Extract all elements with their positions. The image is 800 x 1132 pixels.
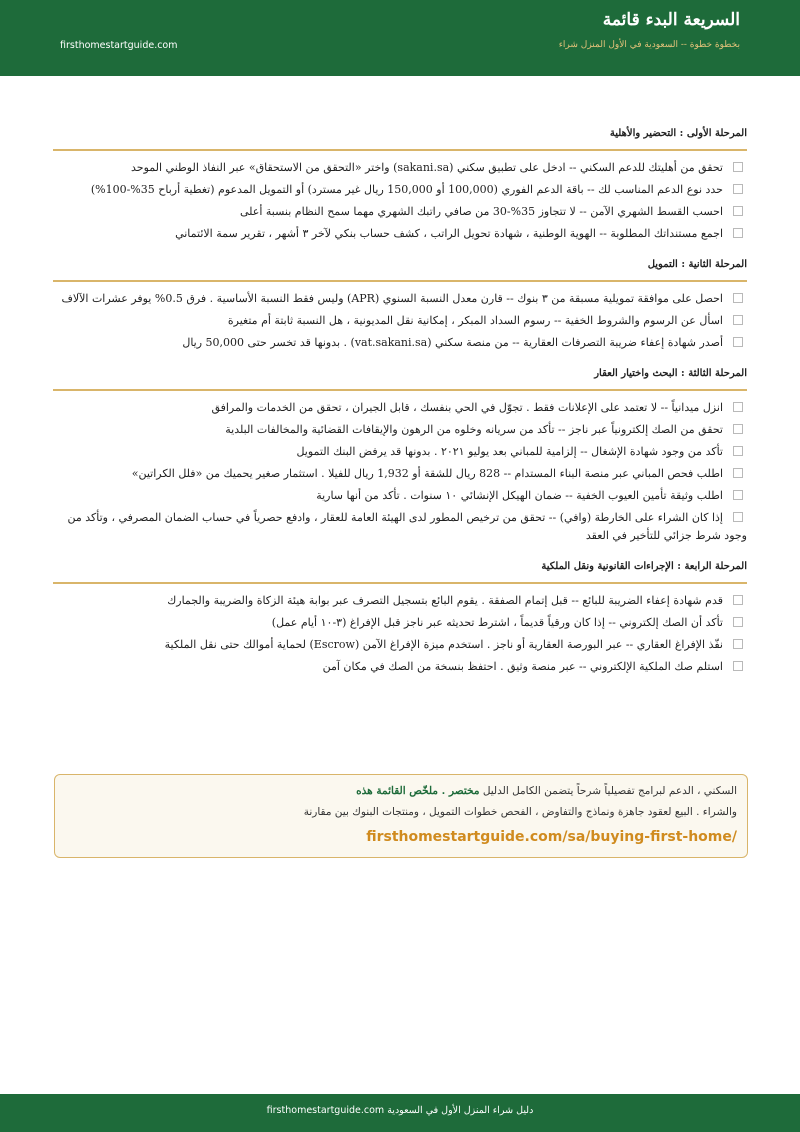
phase-checklist [53,399,747,545]
checklist-item [53,592,747,610]
phase-divider [53,149,747,151]
checklist-item [53,509,747,545]
phase-section [53,368,747,545]
page-header [0,0,800,76]
checkbox-icon[interactable] [733,162,743,172]
checklist-item-text: اطلب وثيقة تأمين العيوب الخفية -- ضمان الهيكل الإنشائي ١٠ سنوات . تأكد من أنها سارية [316,489,723,502]
checklist-item-text: اجمع مستنداتك المطلوبة -- الهوية الوطنية ، شهادة تحويل الراتب ، كشف حساب بنكي لآخر ٣ أشهر ، تقرير سمة الائتماني [175,227,723,240]
checklist-item-text: إذا كان الشراء على الخارطة (وافي) -- تحقق من ترخيص المطور لدى الهيئة العامة للعقار ، وادفع حصرياً في حساب الضمان المصرفي ، وتأكد من وجود شرط جزائي للتأخير في العقد [67,511,747,542]
checklist-item [53,443,747,461]
checklist-item-text: استلم صك الملكية الإلكتروني -- عبر منصة وثيق . احتفظ بنسخة من الصك في مكان آمن [322,660,723,673]
checklist-item [53,203,747,221]
summary-strong: مختصر . ملخّص القائمة هذه [356,785,480,797]
header-title: السريعة البدء قائمة [602,10,740,30]
phase-divider [53,280,747,282]
checkbox-icon[interactable] [733,424,743,434]
checklist-item-text: حدد نوع الدعم المناسب لك -- باقة الدعم الفوري (100,000 أو 150,000 ريال غير مسترد) أو التمويل المدعوم (تغطية أرباح 35%-100%) [90,183,723,196]
checklist-item [53,399,747,417]
phase-title: المرحلة الأولى : التحضير والأهلية [609,128,747,139]
checklist-item [53,181,747,199]
checkbox-icon[interactable] [733,490,743,500]
phase-title: المرحلة الرابعة : الإجراءات القانونية ونقل الملكية [541,561,747,572]
phase-checklist [53,159,747,243]
checkbox-icon[interactable] [733,315,743,325]
checklist-item-text: انزل ميدانياً -- لا تعتمد على الإعلانات فقط . تجوّل في الحي بنفسك ، قابل الجيران ، تحقق من الخدمات والمرافق [211,401,723,414]
summary-line-1-text: السكني ، الدعم لبرامج تفصيلياً شرحاً يتضمن الكامل الدليل [482,785,737,797]
checkbox-icon[interactable] [733,617,743,627]
checkbox-icon[interactable] [733,595,743,605]
checklist-item-text: اسأل عن الرسوم والشروط الخفية -- رسوم السداد المبكر ، إمكانية نقل المديونية ، هل النسبة ثابتة أم متغيرة [227,314,723,327]
checklist-item [53,465,747,483]
checklist-item-text: تأكد أن الصك إلكتروني -- إذا كان ورقياً قديماً ، اشترط تحديثه عبر ناجز قبل الإفراغ (٣-١٠ أيام عمل) [271,616,723,629]
checkbox-icon[interactable] [733,228,743,238]
checkbox-icon[interactable] [733,468,743,478]
summary-line-1 [356,785,737,797]
page-footer [0,1094,800,1132]
phase-checklist [53,290,747,352]
checkbox-icon[interactable] [733,337,743,347]
summary-box [54,774,748,858]
checklist-item [53,290,747,308]
header-subtitle: بخطوة خطوة -- السعودية في الأول المنزل شراء [558,40,740,50]
checklist-item [53,487,747,505]
phase-checklist [53,592,747,676]
checkbox-icon[interactable] [733,512,743,522]
checklist-item-text: تحقق من الصك إلكترونياً عبر ناجز -- تأكد من سريانه وخلوه من الرهون والإيقافات القضائية والمخالفات البلدية [225,423,723,436]
checklist-item-text: اطلب فحص المباني عبر منصة البناء المستدام -- 828 ريال للشقة أو 1,932 ريال للفيلا . استثمار صغير يحميك من «فلل الكراتين» [131,467,723,480]
checklist-item [53,421,747,439]
phase-divider [53,582,747,584]
checkbox-icon[interactable] [733,184,743,194]
footer-site-link[interactable]: firsthomestartguide.com [266,1105,385,1116]
checklist-item [53,312,747,330]
checklist-item-text: احسب القسط الشهري الآمن -- لا تتجاوز 35%-30 من صافي راتبك الشهري مهما سمح النظام بنسبة أعلى [239,205,723,218]
checklist-content [53,128,747,692]
checklist-item-text: تحقق من أهليتك للدعم السكني -- ادخل على تطبيق سكني (sakani.sa) واختر «التحقق من الاستحقاق» عبر النفاذ الوطني الموحد [131,161,723,174]
checkbox-icon[interactable] [733,402,743,412]
checklist-item [53,636,747,654]
checkbox-icon[interactable] [733,293,743,303]
summary-line-2: والشراء . البيع لعقود جاهزة ونماذج والتفاوض ، الفحص خطوات التمويل ، ومنتجات البنوك بين مقارنة [303,806,737,818]
checklist-item [53,225,747,243]
header-site-link[interactable]: firsthomestartguide.com [60,40,178,51]
checkbox-icon[interactable] [733,661,743,671]
phase-title: المرحلة الثالثة : البحث واختيار العقار [594,368,747,379]
footer-text [0,1105,800,1116]
checklist-item-text: احصل على موافقة تمويلية مسبقة من ٣ بنوك -- قارن معدل النسبة السنوي (APR) وليس فقط النسبة الأساسية . فرق 0.5% يوفر عشرات الآلاف [61,292,723,305]
checklist-item-text: أصدر شهادة إعفاء ضريبة التصرفات العقارية -- من منصة سكني (vat.sakani.sa) . بدونها قد تخسر حتى 50,000 ريال [182,336,723,349]
guide-link[interactable]: firsthomestartguide.com/sa/buying-first-home/ [366,829,737,845]
checklist-item-text: قدم شهادة إعفاء الضريبة للبائع -- قبل إتمام الصفقة . يقوم البائع بتسجيل التصرف عبر بوابة هيئة الزكاة والضريبة والجمارك [167,594,723,607]
phase-divider [53,389,747,391]
checklist-item [53,159,747,177]
checkbox-icon[interactable] [733,446,743,456]
checklist-item [53,658,747,676]
footer-caption: دليل شراء المنزل الأول في السعودية [387,1105,534,1116]
checklist-item [53,334,747,352]
phase-title: المرحلة الثانية : التمويل [647,259,747,270]
checklist-item-text: نفّذ الإفراغ العقاري -- عبر البورصة العقارية أو ناجز . استخدم ميزة الإفراغ الآمن (Escrow) لحماية أموالك حتى نقل الملكية [164,638,723,651]
phase-section [53,561,747,676]
phase-section [53,128,747,243]
phase-section [53,259,747,352]
checklist-item-text: تأكد من وجود شهادة الإشغال -- إلزامية للمباني بعد يوليو ٢٠٢١ . بدونها قد يرفض البنك التمويل [296,445,723,458]
checkbox-icon[interactable] [733,639,743,649]
checkbox-icon[interactable] [733,206,743,216]
checklist-item [53,614,747,632]
